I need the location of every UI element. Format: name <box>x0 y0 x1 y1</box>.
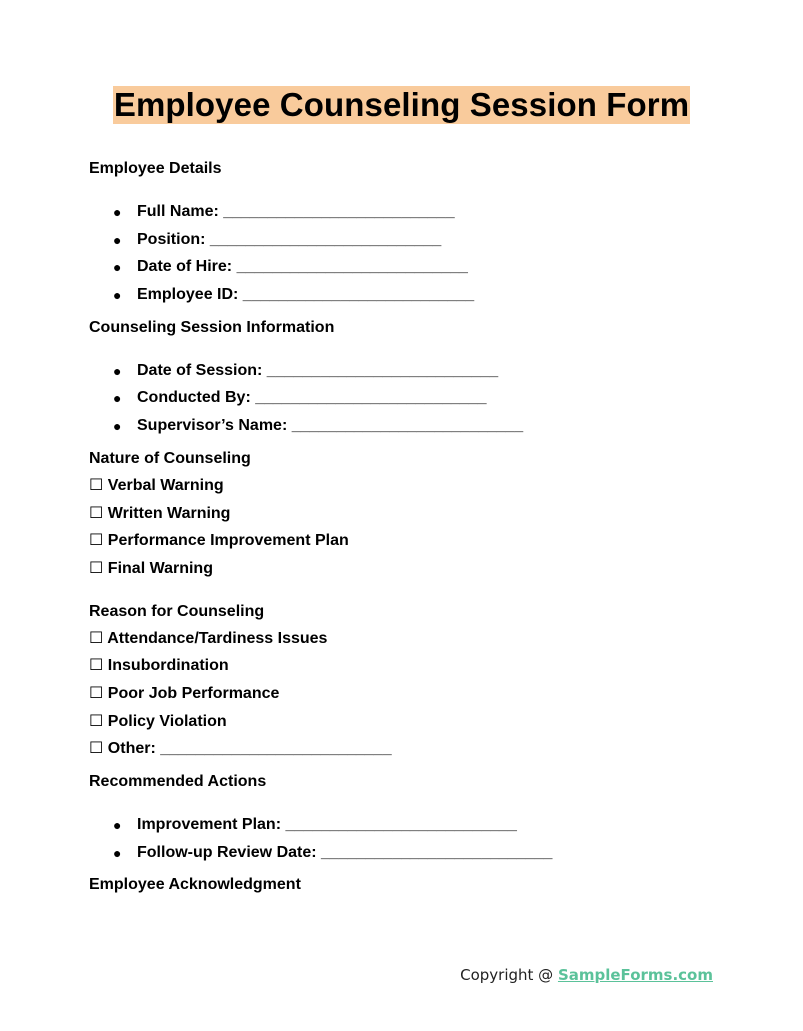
section-heading-acknowledgment: Employee Acknowledgment <box>89 876 301 894</box>
checkbox-option[interactable] <box>89 530 729 558</box>
copyright-footer <box>460 966 713 984</box>
list-item <box>89 201 729 229</box>
checkbox-icon[interactable]: ☐ <box>89 684 104 702</box>
list-item <box>89 387 729 415</box>
option-final-warning: Final Warning <box>107 559 213 577</box>
checkbox-option[interactable] <box>89 738 729 766</box>
checkbox-icon[interactable]: ☐ <box>89 504 104 522</box>
option-poor-job-performance: Poor Job Performance <box>107 684 280 702</box>
bullet-icon: ● <box>113 817 122 833</box>
copyright-prefix: Copyright @ <box>460 966 558 984</box>
list-item <box>89 415 729 443</box>
list-item <box>89 842 729 870</box>
checkbox-option[interactable] <box>89 475 729 503</box>
checkbox-icon[interactable]: ☐ <box>89 629 104 647</box>
recommended-actions-list <box>89 814 729 869</box>
brand-link[interactable]: SampleForms.com <box>557 966 713 984</box>
checkbox-icon[interactable]: ☐ <box>89 476 104 494</box>
checkbox-option[interactable] <box>89 628 729 656</box>
list-item <box>89 229 729 257</box>
employee-id-field[interactable]: Employee ID: __________________________ <box>137 286 475 304</box>
checkbox-option[interactable] <box>89 503 729 531</box>
bullet-icon: ● <box>113 362 122 379</box>
checkbox-option[interactable] <box>89 655 729 683</box>
bullet-icon: ● <box>113 287 122 304</box>
form-body <box>89 158 729 896</box>
bullet-icon: ● <box>113 231 122 248</box>
option-performance-improvement-plan: Performance Improvement Plan <box>107 532 349 550</box>
option-policy-violation: Policy Violation <box>107 712 227 730</box>
bullet-icon: ● <box>113 204 122 220</box>
bullet-icon: ● <box>113 844 122 861</box>
supervisor-name-field[interactable]: Supervisor’s Name: __________________________ <box>137 417 524 435</box>
option-written-warning: Written Warning <box>107 504 231 522</box>
section-heading-reason: Reason for Counseling <box>89 602 265 620</box>
list-item <box>89 360 729 388</box>
list-item <box>89 256 729 284</box>
section-heading-session-info: Counseling Session Information <box>89 318 335 336</box>
follow-up-review-date-field[interactable]: Follow-up Review Date: __________________________ <box>137 843 553 861</box>
checkbox-option[interactable] <box>89 558 729 586</box>
checkbox-icon[interactable]: ☐ <box>89 532 104 550</box>
date-of-session-field[interactable]: Date of Session: __________________________ <box>137 361 499 379</box>
bullet-icon: ● <box>113 418 122 435</box>
list-item <box>89 814 729 842</box>
bullet-icon: ● <box>113 390 122 407</box>
position-field[interactable]: Position: __________________________ <box>137 230 442 248</box>
improvement-plan-field[interactable]: Improvement Plan: __________________________ <box>137 816 517 833</box>
checkbox-icon[interactable]: ☐ <box>89 559 104 577</box>
employee-details-list <box>89 201 729 312</box>
session-info-list <box>89 360 729 443</box>
checkbox-option[interactable] <box>89 683 729 711</box>
checkbox-option[interactable] <box>89 711 729 739</box>
checkbox-icon[interactable]: ☐ <box>89 740 104 758</box>
title-wrapper <box>0 86 803 124</box>
checkbox-icon[interactable]: ☐ <box>89 712 104 730</box>
option-attendance: Attendance/Tardiness Issues <box>107 629 328 647</box>
section-heading-actions: Recommended Actions <box>89 773 267 790</box>
section-heading-nature: Nature of Counseling <box>89 449 251 467</box>
option-verbal-warning: Verbal Warning <box>107 476 224 494</box>
list-item <box>89 284 729 312</box>
checkbox-icon[interactable]: ☐ <box>89 657 104 675</box>
option-insubordination: Insubordination <box>107 657 229 675</box>
conducted-by-field[interactable]: Conducted By: __________________________ <box>137 389 487 407</box>
page-title: Employee Counseling Session Form <box>113 86 690 123</box>
bullet-icon: ● <box>113 259 122 276</box>
date-of-hire-field[interactable]: Date of Hire: __________________________ <box>137 258 468 276</box>
section-heading-employee-details: Employee Details <box>89 160 222 177</box>
full-name-field[interactable]: Full Name: __________________________ <box>137 203 455 220</box>
option-other[interactable]: Other: __________________________ <box>107 740 392 758</box>
